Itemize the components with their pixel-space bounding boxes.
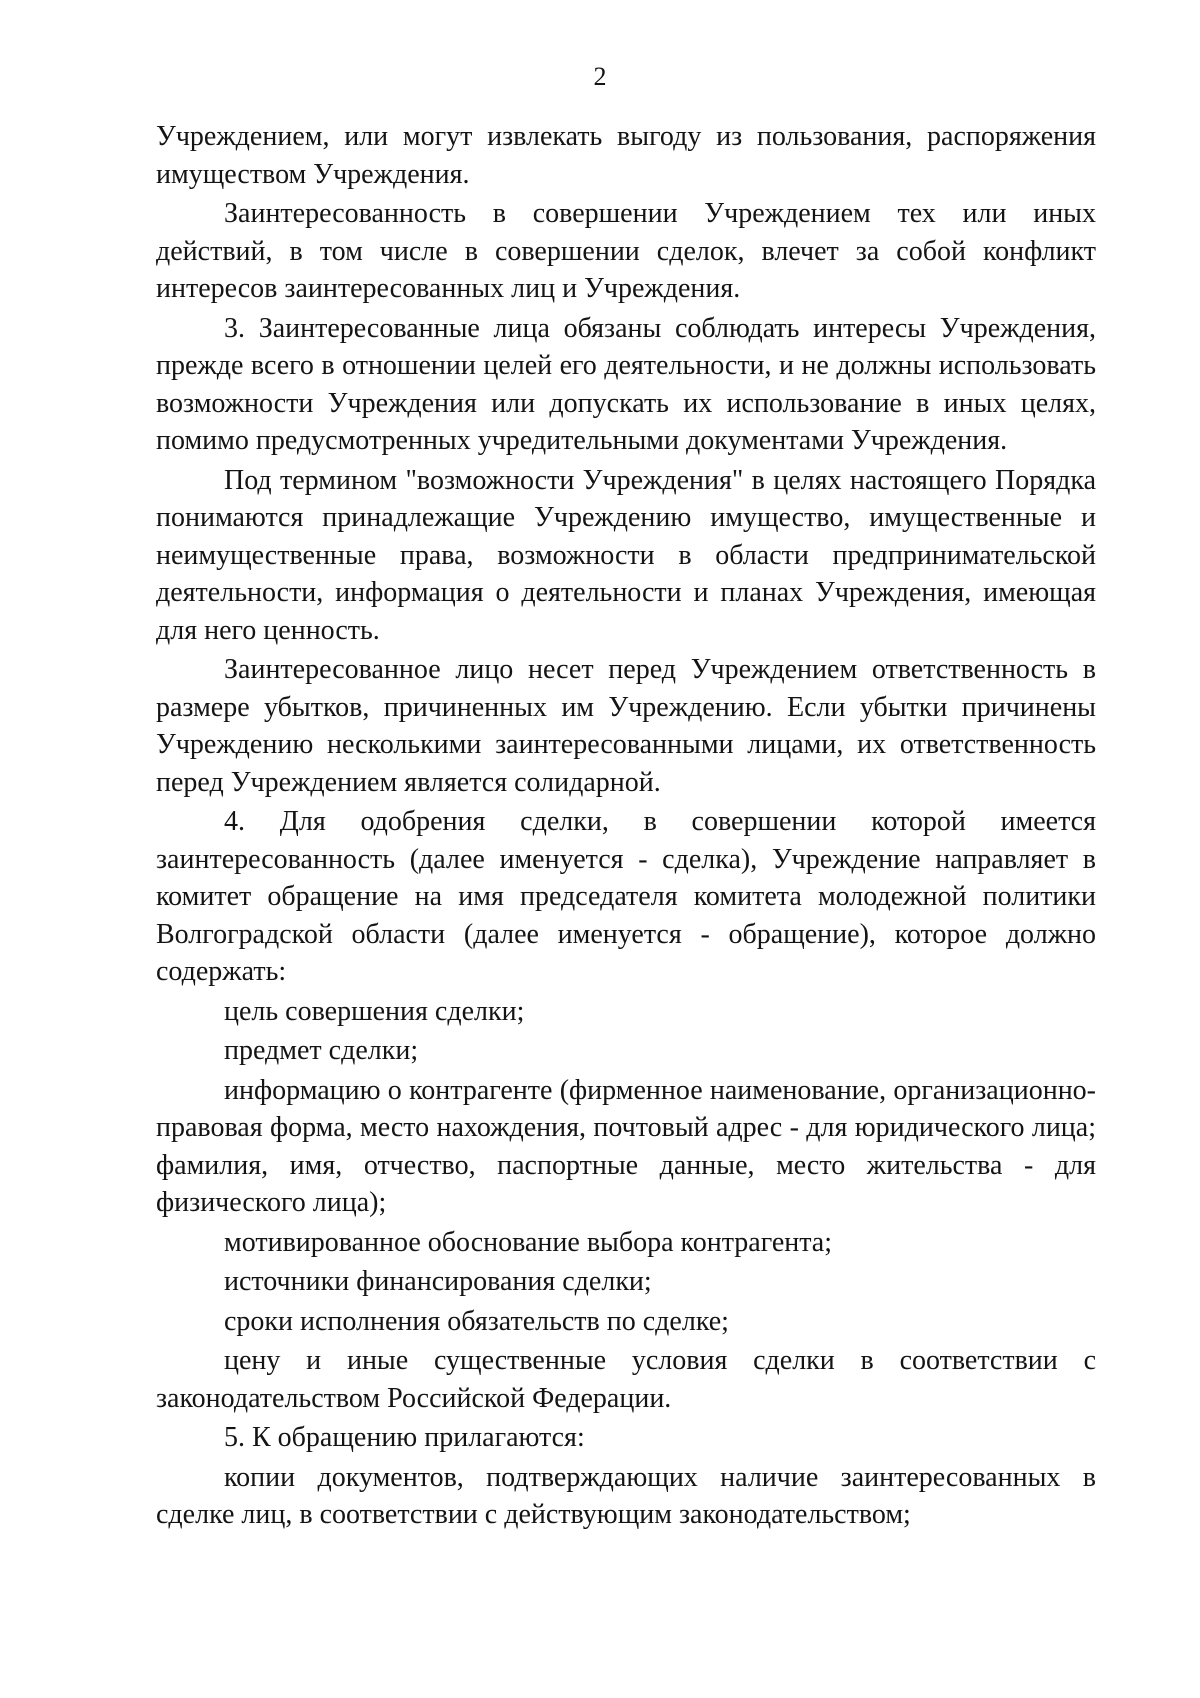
list-item-document-copies: копии документов, подтверждающих наличие заинтересованных в сделке лиц, в соответствии с действующим законодательством; [156,1461,1096,1530]
paragraph-interest-conflict: Заинтересованность в совершении Учреждением тех или иных действий, в том числе в совершении сделок, влечет за собой конфликт интересов заинтересованных лиц и Учреждения. [156,198,1096,304]
page-number: 2 [593,62,607,91]
paragraph-continuation: Учреждением, или могут извлекать выгоду из пользования, распоряжения имуществом Учреждения. [156,121,1096,190]
paragraph-item-5: 5. К обращению прилагаются: [224,1422,585,1453]
list-item-counterparty-choice: мотивированное обоснование выбора контрагента; [224,1226,833,1258]
paragraph-opportunities-definition: Под термином "возможности Учреждения" в целях настоящего Порядка понимаются принадлежащие Учреждению имущество, имущественные и неимущественные права, возможности в области предпринимательской деятельности, информация о деятельности и планах Учреждения, имеющая для него ценность. [156,464,1096,646]
document-body [156,118,1096,1534]
list-item-purpose: цель совершения сделки; [224,995,525,1027]
list-item-price: цену и иные существенные условия сделки в соответствии с законодательством Российской Федерации. [156,1345,1096,1414]
paragraph-item-3: 3. Заинтересованные лица обязаны соблюдать интересы Учреждения, прежде всего в отношении целей его деятельности, и не должны использовать возможности Учреждения или допускать их использование в иных целях, помимо предусмотренных учредительными документами Учреждения. [156,312,1096,456]
paragraph-item-4: 4. Для одобрения сделки, в совершении которой имеется заинтересованность (далее именуется - сделка), Учреждение направляет в комитет обращение на имя председателя комитета молодежной политики Волгоградской области (далее именуется - обращение), которое должно содержать: [156,806,1096,987]
list-item-counterparty-info: информацию о контрагенте (фирменное наименование, организационно-правовая форма, место нахождения, почтовый адрес - для юридического лица; фамилия, имя, отчество, паспортные данные, место жительства - для физического лица); [156,1074,1096,1218]
list-item-financing: источники финансирования сделки; [224,1266,652,1297]
list-item-subject: предмет сделки; [224,1035,419,1066]
paragraph-liability: Заинтересованное лицо несет перед Учреждением ответственность в размере убытков, причиненных им Учреждению. Если убытки причинены Учреждению несколькими заинтересованными лицами, их ответственность перед Учреждением является солидарной. [156,654,1096,798]
list-item-terms: сроки исполнения обязательств по сделке; [224,1305,729,1337]
